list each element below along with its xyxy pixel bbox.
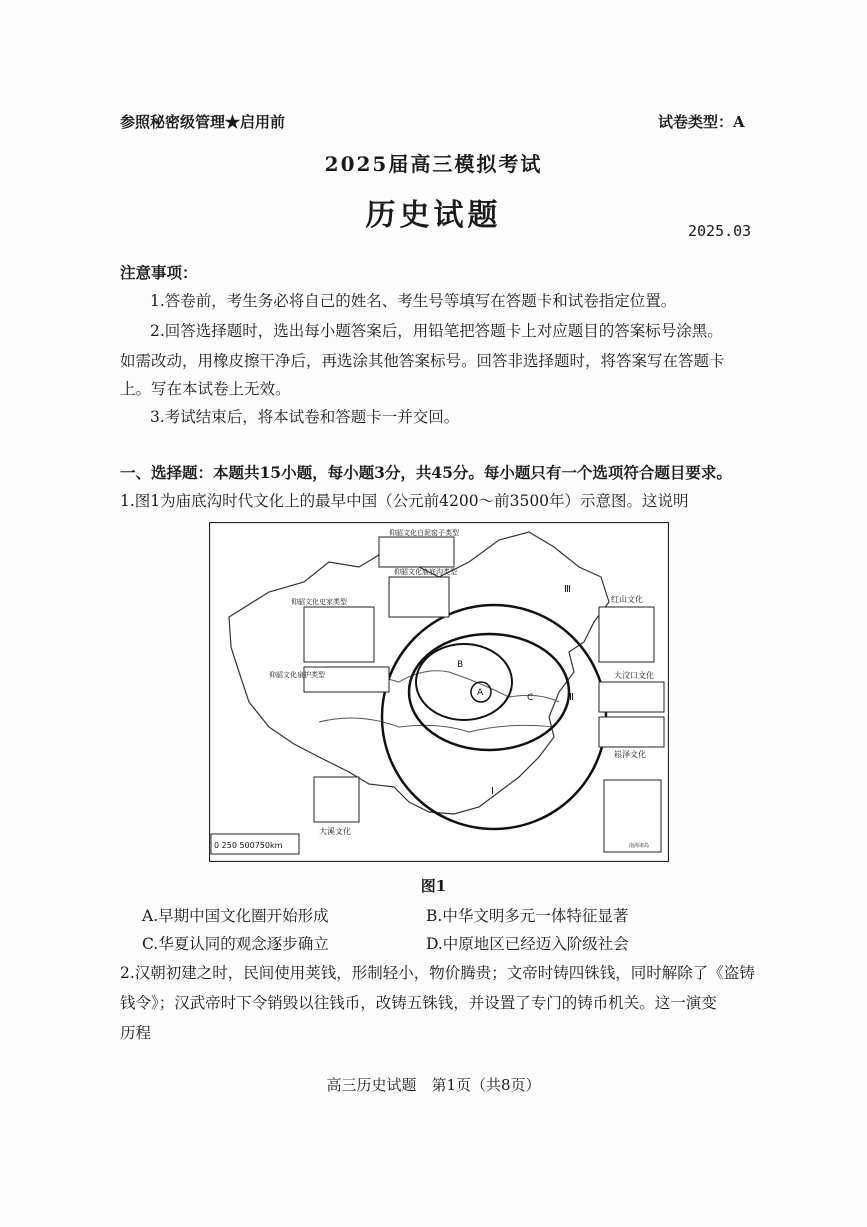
inset-shijia [304,607,374,662]
question-2-line-3: 历程 [120,1024,152,1042]
inset-miaodigou [389,577,449,617]
region-2: Ⅱ [569,692,574,703]
exam-title: 历史试题 [365,198,502,233]
notes-heading: 注意事项： [120,263,198,282]
inset-daxi [314,777,359,822]
paper-type-label: 试卷类型：A [658,113,745,131]
note-item-1: 1.答卷前，考生务必将自己的姓名、考生号等填写在答题卡和试卷指定位置。 [150,292,677,310]
label-quanhu: 仰韶文化泉护类型 [269,671,325,679]
question-2-line-2: 钱令》；汉武帝时下令销毁以往钱币，改铸五铢钱，并设置了专门的铸币机关。这一演变 [120,994,717,1012]
region-1: Ⅰ [491,786,494,797]
note-item-2-line-1: 2.回答选择题时，选出每小题答案后，用铅笔把答题卡上对应题目的答案标号涂黑。 [150,322,723,340]
scale-label: 0 250 500750km [214,841,283,850]
region-3: Ⅲ [564,584,571,595]
confidentiality-label: 参照秘密级管理★启用前 [120,113,286,131]
inset-hongshan [599,607,654,662]
option-d: D.中原地区已经迈入阶级社会 [426,935,629,953]
question-2-line-1: 2.汉朝初建之时，民间使用荚钱，形制轻小，物价腾贵；文帝时铸四铢钱，同时解除了《盗铸 [120,964,755,982]
label-dawenkou: 大汶口文化 [614,671,654,680]
exam-subtitle: 2025届高三模拟考试 [324,152,543,176]
option-b: B.中华文明多元一体特征显著 [426,907,629,925]
question-1-stem: 1.图1为庙底沟时代文化上的最早中国（公元前4200～前3500年）示意图。这说明 [120,492,689,510]
region-b: B [457,660,464,670]
label-miaodigou: 仰韶文化庙底沟类型 [394,568,457,576]
label-baiyaozi: 仰韶文化白泥窑子类型 [389,529,459,537]
note-item-2-line-3: 上。写在本试卷上无效。 [120,380,291,398]
inset-south-sea [604,780,661,852]
inset-baiyaozi [379,537,454,567]
label-songze: 崧泽文化 [614,750,646,759]
label-south-sea: 南海诸岛 [629,843,650,849]
option-a: A.早期中国文化圈开始形成 [142,907,329,925]
page-footer: 高三历史试题 第1页（共8页） [326,1076,541,1094]
inset-dawenkou [599,682,664,712]
option-c: C.华夏认同的观念逐步确立 [142,935,329,953]
label-hongshan: 红山文化 [611,595,643,604]
label-shijia: 仰韶文化史家类型 [291,598,347,606]
map-figure [209,522,669,862]
section-heading: 一、选择题：本题共15小题，每小题3分，共45分。每小题只有一个选项符合题目要求。 [120,463,732,482]
region-c: C [527,693,534,703]
figure-caption: 图1 [420,877,447,895]
note-item-3: 3.考试结束后，将本试卷和答题卡一并交回。 [150,408,460,426]
label-daxi: 大溪文化 [319,827,351,836]
region-a: A [477,688,484,698]
note-item-2-line-2: 如需改动，用橡皮擦干净后，再选涂其他答案标号。回答非选择题时，将答案写在答题卡 [120,352,725,370]
exam-date: 2025.03 [688,222,752,240]
inset-songze [599,717,664,747]
